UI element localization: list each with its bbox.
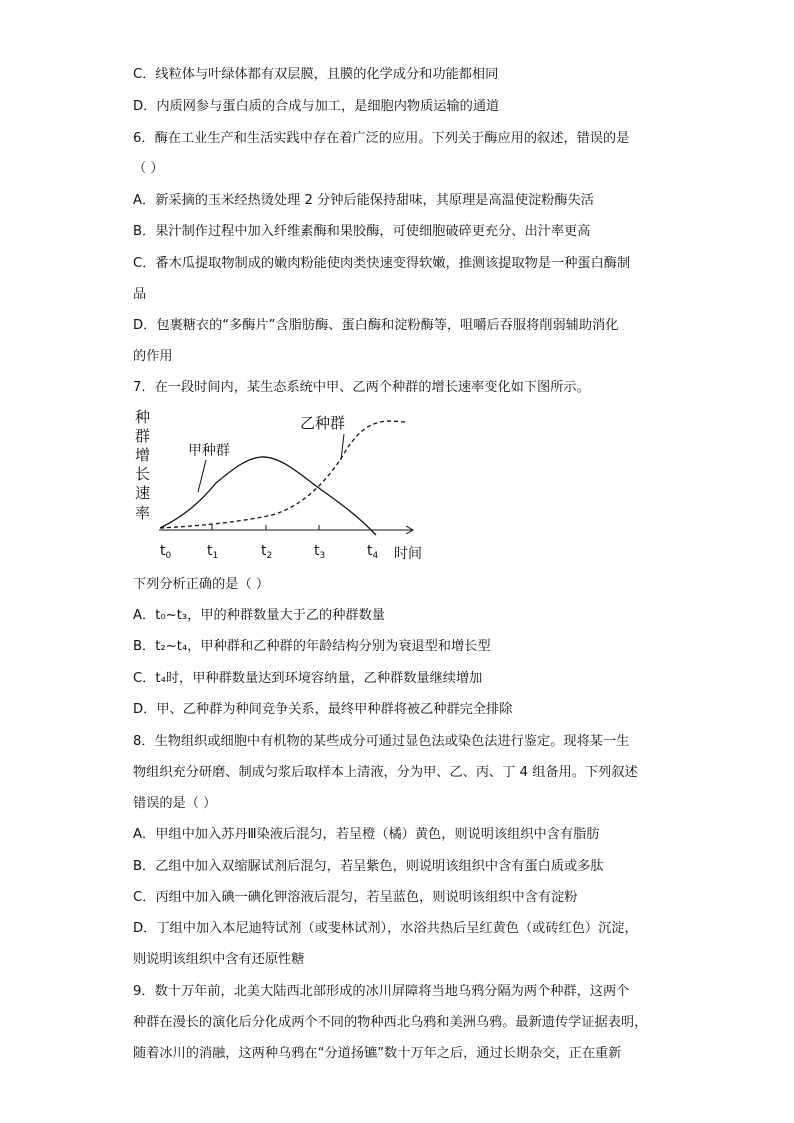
question-9-stem-cont-2: 随着冰川的消融，这两种乌鸦在“分道扬镳”数十万年之后，通过长期杂交，正在重新 — [133, 1046, 622, 1061]
y-axis-char-1: 种 — [135, 408, 151, 426]
option-a-q7: A．t₀~t₃，甲的种群数量大于乙的种群数量 — [133, 608, 385, 623]
option-d-q6: D．包裹糖衣的“多酶片”含脂肪酶、蛋白酶和淀粉酶等，咀嚼后吞服将削弱辅助消化 — [133, 318, 619, 333]
y-axis-char-6: 率 — [135, 504, 151, 522]
option-c-q6: C．番木瓜提取物制成的嫩肉粉能使肉类快速变得软嫩，推测该提取物是一种蛋白酶制 — [133, 256, 631, 271]
y-axis-char-5: 速 — [135, 484, 151, 502]
y-axis-char-4: 长 — [135, 465, 151, 483]
x-axis-label: 时间 — [394, 546, 422, 562]
option-d-q6-cont: 的作用 — [133, 349, 173, 364]
y-axis-char-3: 增 — [135, 446, 151, 464]
tick-label-t1: $t_1$ — [207, 543, 219, 561]
option-d-q8-cont: 则说明该组织中含有还原性糖 — [133, 952, 305, 967]
option-c-q5: C．线粒体与叶绿体都有双层膜，且膜的化学成分和功能都相同 — [133, 67, 499, 82]
label-yi-population: 乙种群 — [300, 414, 346, 432]
curve-yi — [160, 421, 406, 528]
question-9-stem: 9．数十万年前，北美大陆西北部形成的冰川屏障将当地乌鸦分隔为两个种群，这两个 — [133, 984, 630, 999]
option-b-q6: B．果汁制作过程中加入纤维素酶和果胶酶，可使细胞破碎更充分、出汁率更高 — [133, 224, 591, 239]
question-7-prompt: 下列分析正确的是（ ） — [133, 577, 270, 592]
option-d-q5: D．内质网参与蛋白质的合成与加工，是细胞内物质运输的通道 — [133, 99, 500, 114]
option-c-q7: C．t₄时，甲种群数量达到环境容纳量，乙种群数量继续增加 — [133, 671, 483, 686]
tick-label-t4: $t_4$ — [367, 543, 379, 561]
question-6-blank: （ ） — [133, 161, 164, 176]
option-b-q7: B．t₂~t₄，甲种群和乙种群的年龄结构分别为衰退型和增长型 — [133, 639, 491, 654]
option-c-q6-cont: 品 — [133, 287, 147, 302]
question-6-stem: 6．酶在工业生产和生活实践中存在着广泛的应用。下列关于酶应用的叙述，错误的是 — [133, 131, 630, 146]
option-b-q8: B．乙组中加入双缩脲试剂后混匀，若呈紫色，则说明该组织中含有蛋白质或多肽 — [133, 859, 604, 874]
label-jia-population: 甲种群 — [188, 443, 230, 459]
question-7-stem: 7．在一段时间内，某生态系统中甲、乙两个种群的增长速率变化如下图所示。 — [133, 380, 590, 395]
curve-jia — [160, 457, 376, 535]
tick-label-t2: $t_2$ — [261, 543, 273, 561]
question-8-stem: 8．生物组织或细胞中有机物的某些成分可通过显色法或染色法进行鉴定。现将某一生 — [133, 734, 630, 749]
option-a-q6: A．新采摘的玉米经热烫处理 2 分钟后能保持甜味，其原理是高温使淀粉酶失活 — [133, 193, 594, 208]
leader-jia — [198, 460, 206, 492]
option-d-q7: D．甲、乙种群为种间竞争关系，最终甲种群将被乙种群完全排除 — [133, 702, 513, 717]
question-8-prompt: 错误的是（ ） — [133, 796, 217, 811]
y-axis-char-2: 群 — [135, 427, 151, 445]
tick-label-t3: $t_3$ — [314, 543, 326, 561]
question-9-stem-cont-1: 种群在漫长的演化后分化成两个不同的物种西北乌鸦和美洲乌鸦。最新遗传学证据表明， — [133, 1015, 648, 1030]
population-growth-rate-figure — [130, 404, 430, 566]
question-8-stem-cont: 物组织充分研磨、制成匀浆后取样本上清液，分为甲、乙、丙、丁 4 组备用。下列叙述 — [133, 765, 638, 780]
option-d-q8: D．丁组中加入本尼迪特试剂（或斐林试剂），水浴共热后呈红黄色（或砖红色）沉淀， — [133, 921, 638, 936]
tick-label-t0: $t_0$ — [160, 543, 172, 561]
option-c-q8: C．丙组中加入碘一碘化钾溶液后混匀，若呈蓝色，则说明该组织中含有淀粉 — [133, 890, 578, 905]
option-a-q8: A．甲组中加入苏丹Ⅲ染液后混匀，若呈橙（橘）黄色，则说明该组织中含有脂肪 — [133, 827, 600, 842]
